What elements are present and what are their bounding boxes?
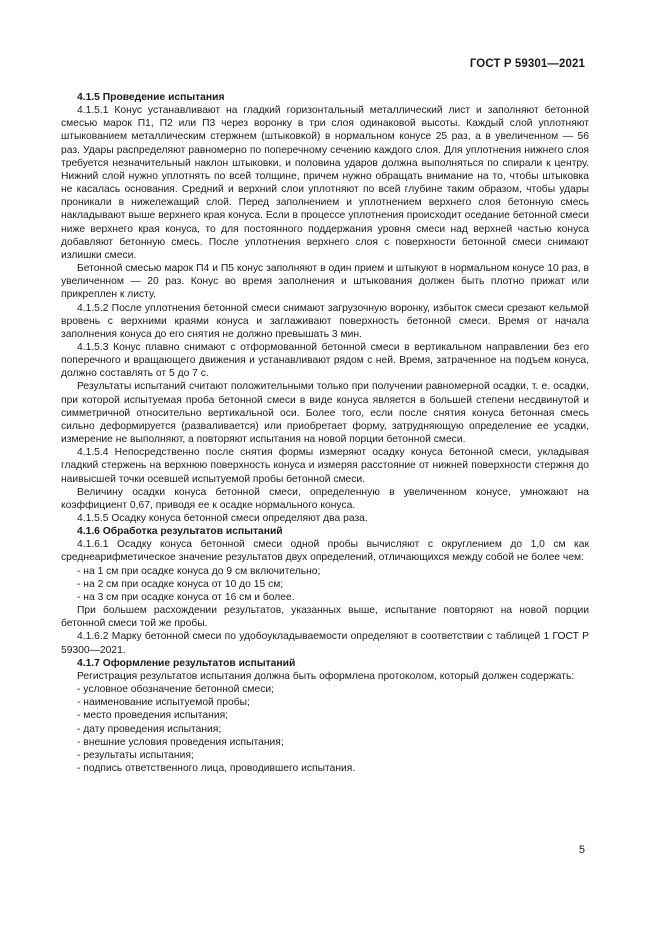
section-heading: 4.1.7 Оформление результатов испытаний: [77, 657, 296, 669]
paragraph: Бетонной смесью марок П4 и П5 конус заполняют в один прием и штыкуют в нормальном конусе 10 раз, в увеличенном — 20 раз. Конус во время заполнения и штыкования должен быть плотно прижат или прикреплен к листу.: [61, 263, 589, 301]
paragraph: 4.1.5.4 Непосредственно после снятия формы измеряют осадку конуса бетонной смеси, укладывая гладкий стержень на верхнюю поверхность конуса и измеряя расстояние от нижней поверхности стержня до наивысшей точки осевшей испытуемой пробы бетонной смеси.: [61, 447, 589, 485]
paragraph: Регистрация результатов испытания должна быть оформлена протоколом, который должен содержать:: [77, 670, 575, 682]
document-code-header: ГОСТ Р 59301—2021: [469, 58, 585, 70]
paragraph: 4.1.5.2 После уплотнения бетонной смеси снимают загрузочную воронку, избыток смеси срезают кельмой вровень с верхними краями конуса и заглаживают поверхность бетонной смеси. Время от начала заполнения конуса до его снятия не должно превышать 3 мин.: [61, 302, 589, 340]
paragraph: При большем расхождении результатов, указанных выше, испытание повторяют на новой порции бетонной смеси той же пробы.: [61, 605, 589, 630]
list-item: - место проведения испытания;: [77, 710, 229, 722]
list-item: - дату проведения испытания;: [77, 723, 222, 735]
paragraph: Результаты испытаний считают положительными только при получении равномерной осадки, т. е. осадки, при которой испытуемая проба бетонной смеси в виде конуса является в большей степени несдвинутой и симметричной относительно вертикальной оси. Более того, если после снятия конуса бетонная смесь сильно деформируется (разваливается) или приобретает форму, затрудняющую определение ее усадки, измерение не выполняют, а повторяют испытания на новой порции бетонной смеси.: [61, 381, 589, 446]
paragraph: 4.1.6.1 Осадку конуса бетонной смеси одной пробы вычисляют с округлением до 1,0 см как среднеарифметическое значение результатов двух определений, отличающихся между собой не более чем:: [61, 539, 589, 564]
paragraph: 4.1.5.3 Конус плавно снимают с отформованной бетонной смеси в вертикальном направлении без его поперечного и вращающего движения и устанавливают рядом с ней. Время, затраченное на подъем конуса, должно составлять от 5 до 7 с.: [61, 341, 589, 380]
list-item: - на 1 см при осадке конуса до 9 см включительно;: [77, 565, 321, 577]
list-item: - на 3 см при осадке конуса от 16 см и более.: [77, 591, 295, 603]
list-item: - наименование испытуемой пробы;: [77, 697, 250, 709]
paragraph: Величину осадки конуса бетонной смеси, определенную в увеличенном конусе, умножают на коэффициент 0,67, приводя ее к осадке нормального конуса.: [61, 486, 589, 511]
document-body: [61, 91, 589, 775]
paragraph: 4.1.5.1 Конус устанавливают на гладкий горизонтальный металлический лист и заполняют бетонной смесью марок П1, П2 или П3 через воронку в три слоя одинаковой высоты. Каждый слой уплотняют штыкованием металлическим стержнем (штыковкой) в нормальном конусе 25 раз, а в увеличенном — 56 раз. Удары распределяют равномерно по поперечному сечению каждого слоя. Для уплотнения нижнего слоя требуется незначительный наклон штыковки, и половина ударов должна выполняться по спирали к центру. Нижний слой нужно уплотнять по всей толщине, причем нужно обращать внимание на то, чтобы штыковка не касалась основания. Средний и верхний слои уплотняют по всей глубине таким образом, чтобы удары проникали в нижележащий слой. Перед заполнением и уплотнением верхнего слоя бетонную смесь накладывают выше верхнего края конуса. Если в процессе уплотнения происходит оседание бетонной смеси ниже верхнего края конуса, то для постоянного поддержания уровня смеси над верхней частью конуса добавляют бетонную смесь. После уплотнения верхнего слоя с поверхности бетонной смеси снимают излишки смеси.: [61, 105, 589, 261]
list-item: - внешние условия проведения испытания;: [77, 736, 284, 748]
page-number: 5: [578, 844, 585, 856]
list-item: - на 2 см при осадке конуса от 10 до 15 см;: [77, 578, 284, 590]
section-heading: 4.1.5 Проведение испытания: [77, 92, 225, 103]
list-item: - подпись ответственного лица, проводившего испытания.: [77, 762, 356, 774]
paragraph: 4.1.6.2 Марку бетонной смеси по удобоукладываемости определяют в соответствии с таблицей 1 ГОСТ Р 59300—2021.: [61, 631, 589, 656]
section-heading: 4.1.6 Обработка результатов испытаний: [77, 526, 283, 538]
list-item: - результаты испытания;: [77, 749, 194, 761]
list-item: - условное обозначение бетонной смеси;: [77, 684, 274, 696]
paragraph: 4.1.5.5 Осадку конуса бетонной смеси определяют два раза.: [77, 513, 368, 524]
